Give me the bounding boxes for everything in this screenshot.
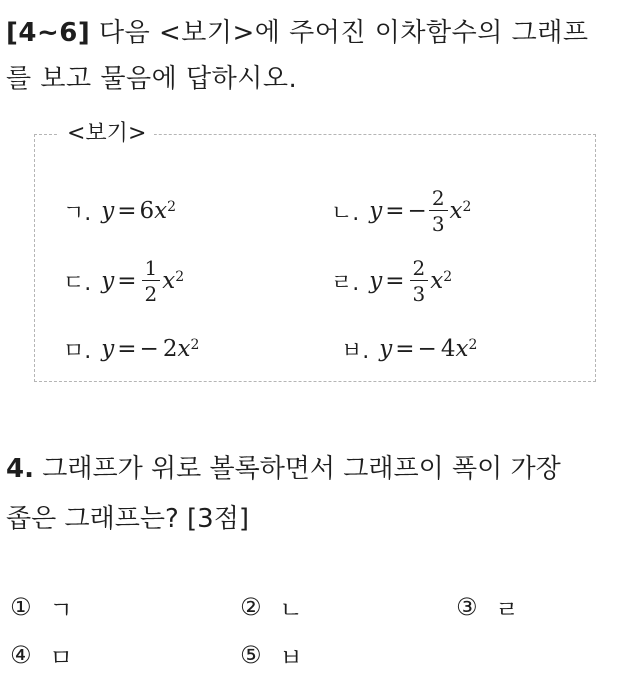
var-x: x xyxy=(455,336,469,362)
example-item-1 xyxy=(63,181,176,241)
choice-text: ㄱ xyxy=(49,595,73,624)
choice-5[interactable] xyxy=(240,638,303,672)
item-label: ㅁ. xyxy=(63,338,92,364)
example-item-4 xyxy=(331,251,452,311)
fraction xyxy=(410,258,429,304)
equals-sign: = xyxy=(385,198,405,224)
example-box xyxy=(34,121,596,382)
equals-sign: = xyxy=(117,336,137,362)
var-x: x xyxy=(162,268,176,294)
example-item-3 xyxy=(63,251,184,311)
choice-2[interactable] xyxy=(240,590,303,624)
var-x: x xyxy=(449,198,463,224)
equals-sign: = xyxy=(395,336,415,362)
equation xyxy=(369,258,452,304)
var-y: y xyxy=(101,268,115,294)
var-x: x xyxy=(430,268,444,294)
example-item-2 xyxy=(331,181,471,241)
choice-3[interactable] xyxy=(456,590,519,624)
choice-text: ㄹ xyxy=(495,595,519,624)
question-4 xyxy=(6,444,630,544)
example-item-5 xyxy=(63,319,199,379)
numerator: 1 xyxy=(142,258,161,281)
coefficient: 6 xyxy=(139,198,155,224)
item-label: ㅂ. xyxy=(341,338,370,364)
coefficient: 4 xyxy=(440,336,456,362)
equals-sign: = xyxy=(385,268,405,294)
numerator: 2 xyxy=(410,258,429,281)
exponent: 2 xyxy=(462,199,472,215)
choice-number: ① xyxy=(10,593,32,621)
exponent: 2 xyxy=(190,337,200,353)
exponent: 2 xyxy=(468,337,478,353)
exponent: 2 xyxy=(167,199,177,215)
instructions-line-1 xyxy=(6,10,630,56)
item-label: ㄱ. xyxy=(63,200,92,226)
numerator: 2 xyxy=(429,188,448,211)
example-box-title: <보기> xyxy=(59,121,154,147)
example-item-6 xyxy=(341,319,477,379)
equation xyxy=(101,336,199,362)
var-y: y xyxy=(101,198,115,224)
equation xyxy=(101,198,176,224)
var-y: y xyxy=(369,198,383,224)
choice-number: ④ xyxy=(10,641,32,669)
equation xyxy=(379,336,477,362)
choice-text: ㅂ xyxy=(279,643,303,672)
denominator: 2 xyxy=(144,282,158,306)
question-line-2: 좁은 그래프는? [3점] xyxy=(6,504,249,534)
item-label: ㄹ. xyxy=(331,270,360,296)
minus-sign: − xyxy=(139,336,159,362)
fraction xyxy=(142,258,161,304)
choice-text: ㅁ xyxy=(49,643,73,672)
var-y: y xyxy=(101,336,115,362)
minus-sign: − xyxy=(417,336,437,362)
coefficient: 2 xyxy=(162,336,178,362)
item-label: ㄷ. xyxy=(63,270,92,296)
fraction xyxy=(429,188,448,234)
denominator: 3 xyxy=(431,212,445,236)
choice-4[interactable] xyxy=(10,638,73,672)
choice-number: ③ xyxy=(456,593,478,621)
choice-number: ② xyxy=(240,593,262,621)
equation xyxy=(101,258,184,304)
item-label: ㄴ. xyxy=(331,200,360,226)
denominator: 3 xyxy=(412,282,426,306)
question-line-1 xyxy=(6,444,630,494)
instructions-line-2: 를 보고 물음에 답하시오. xyxy=(6,64,298,94)
var-y: y xyxy=(369,268,383,294)
choice-text: ㄴ xyxy=(279,595,303,624)
question-number: 4. xyxy=(6,454,34,484)
exponent: 2 xyxy=(443,269,453,285)
question-range: [4~6] xyxy=(6,18,91,48)
equals-sign: = xyxy=(117,198,137,224)
equation xyxy=(369,188,471,234)
minus-sign: − xyxy=(407,198,427,224)
choice-1[interactable] xyxy=(10,590,73,624)
exponent: 2 xyxy=(175,269,185,285)
var-x: x xyxy=(177,336,191,362)
question-text-1: 그래프가 위로 볼록하면서 그래프이 폭이 가장 xyxy=(33,454,561,484)
choice-number: ⑤ xyxy=(240,641,262,669)
equals-sign: = xyxy=(117,268,137,294)
instructions-text-1: 다음 <보기>에 주어진 이차함수의 그래프 xyxy=(90,18,589,48)
var-y: y xyxy=(379,336,393,362)
instructions xyxy=(6,10,630,102)
var-x: x xyxy=(154,198,168,224)
